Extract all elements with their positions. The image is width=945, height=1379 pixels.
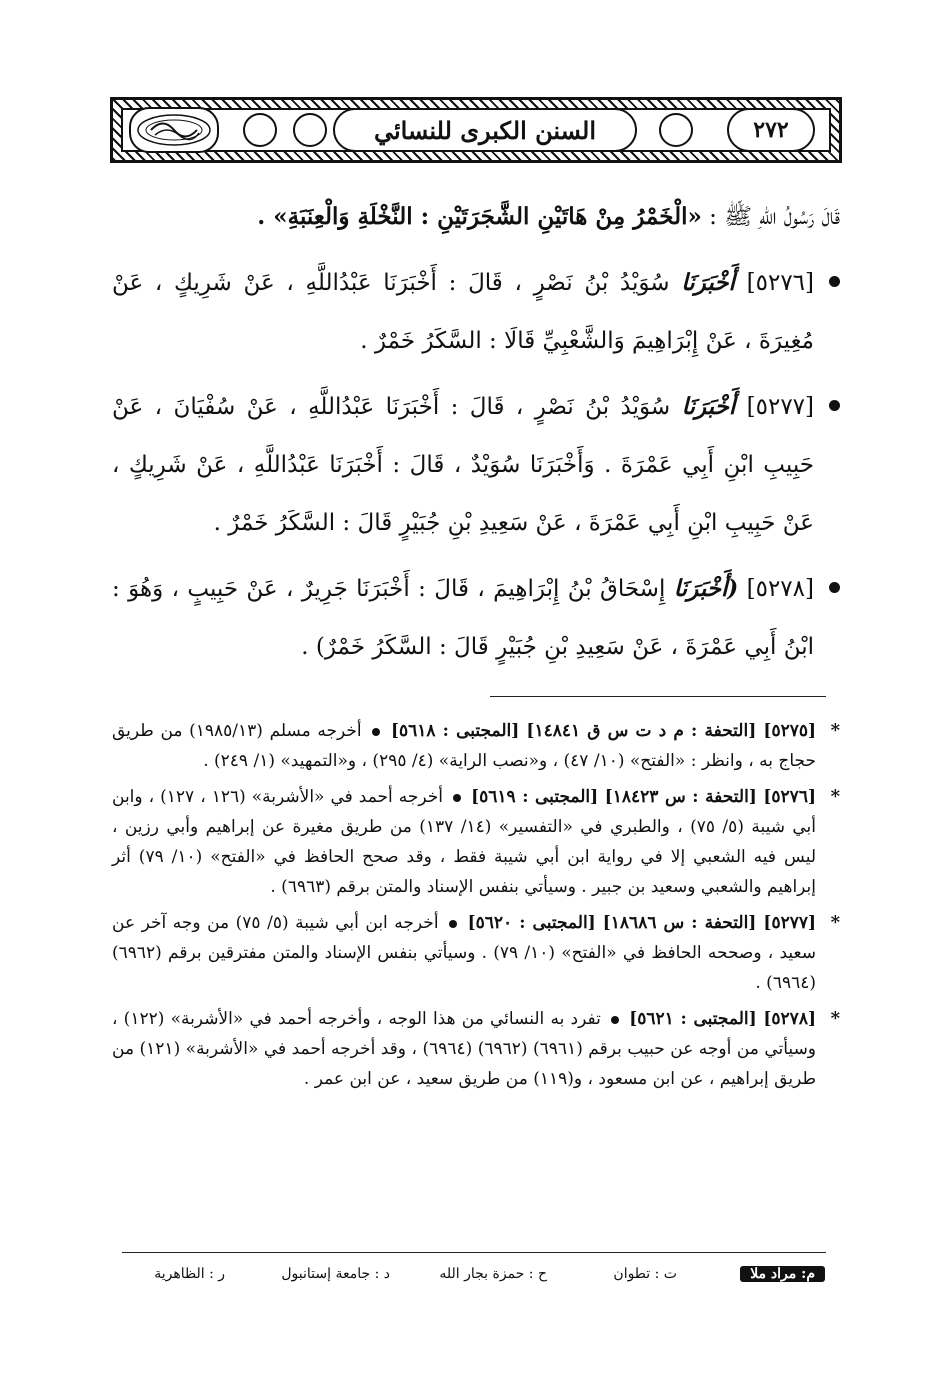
hadith-text: إِسْحَاقُ بْنُ إِبْرَاهِيمَ ، قَالَ : أَخْبَرَنَا جَرِيرٌ ، عَنْ حَبِيبٍ ، وَهُوَ : ابْنُ أَبِي عَمْرَةَ ، عَنْ سَعِيدِ بْنِ جُبَيْرٍ قَالَ : السَّكَرُ خَمْرٌ) . — [112, 576, 814, 660]
page-number: ٢٧٢ — [753, 117, 789, 143]
footnote-ref: [٥٢٧٥] [التحفة : م د ت س ق ١٤٨٤١] [المجتبى : ٥٦١٨] — [390, 721, 817, 741]
footnote-star-icon: * — [830, 786, 840, 807]
emblem-ornament-icon — [133, 111, 215, 149]
hadith-entry — [112, 560, 840, 676]
hadith-text: سُوَيْدُ بْنُ نَصْرٍ ، قَالَ : أَخْبَرَنَا عَبْدُاللَّهِ ، عَنْ سُفْيَانَ ، عَنْ حَبِيبِ ابْنِ أَبِي عَمْرَةَ . وَأَخْبَرَنَا سُوَيْدٌ ، قَالَ : أَخْبَرَنَا عَبْدُاللَّهِ ، عَنْ شَرِيكٍ ، عَنْ حَبِيبِ ابْنِ أَبِي عَمْرَةَ ، عَنْ سَعِيدِ بْنِ جُبَيْرٍ قَالَ : السَّكَرُ خَمْرٌ . — [112, 394, 814, 536]
footnote-text: أخرجه ابن أبي شيبة (٥/ ٧٥) من وجه آخر عن سعيد ، وصححه الحافظ في «الفتح» (١٠/ ٧٩) . وسيأتي بنفس الإسناد والمتن مفترقين برقم (٦٩٦٢) (٦٩٦٤) . — [112, 913, 816, 993]
bullet-icon — [372, 728, 380, 736]
footnote — [112, 782, 840, 902]
bullet-icon — [829, 400, 840, 411]
intro-prefix: قَالَ رَسُولُ اللهِ ﷺ : — [701, 204, 840, 230]
akhbarana-word: (أَخْبَرَنَا — [673, 575, 739, 602]
hadith-number: [٥٢٧٦] — [746, 270, 815, 296]
bullet-icon — [829, 582, 840, 593]
manuscript-key-badge — [740, 1262, 825, 1286]
akhbarana-word: أَخْبَرَنَا — [681, 269, 735, 296]
bullet-icon — [611, 1016, 619, 1024]
page-number-cartouche — [727, 108, 815, 152]
left-knot-ornament — [293, 113, 327, 147]
footnote-ref: [٥٢٧٨] [المجتبى : ٥٦٢١] — [629, 1009, 816, 1029]
footnote-star-icon: * — [830, 720, 840, 741]
footnote — [112, 716, 840, 776]
footnote — [112, 908, 840, 998]
hadith-text: سُوَيْدُ بْنُ نَصْرٍ ، قَالَ : أَخْبَرَنَا عَبْدُاللَّهِ ، عَنْ شَرِيكٍ ، عَنْ مُغِيرَةَ ، عَنْ إِبْرَاهِيمَ وَالشَّعْبِيِّ قَالَا : السَّكَرُ خَمْرٌ . — [112, 270, 814, 354]
page-header — [110, 97, 842, 163]
manuscript-key-h: ح : حمزة بجار الله — [439, 1266, 547, 1282]
bullet-icon — [453, 794, 461, 802]
bullet-icon — [449, 920, 457, 928]
hadith-number: [٥٢٧٨] — [746, 576, 814, 602]
footnote — [112, 1004, 840, 1094]
footnote-separator — [490, 696, 826, 697]
intro-line — [112, 188, 840, 246]
footnote-ref: [٥٢٧٦] [التحفة : س ١٨٤٢٣] [المجتبى : ٥٦١٩] — [471, 787, 816, 807]
manuscript-key-t: ت : تطوان — [613, 1266, 677, 1282]
header-inner-frame — [121, 108, 831, 152]
book-emblem — [129, 107, 219, 153]
hadith-number: [٥٢٧٧] — [746, 394, 815, 420]
left-knot-ornament — [243, 113, 277, 147]
main-text — [112, 188, 840, 676]
footnotes — [112, 716, 840, 1100]
book-title: السنن الكبرى للنسائي — [373, 115, 597, 145]
footnote-star-icon: * — [830, 1008, 840, 1029]
key-badge-label: م: مراد ملا — [740, 1266, 825, 1282]
footnote-star-icon: * — [830, 912, 840, 933]
footnote-text: أخرجه أحمد في «الأشربة» (١٢٦ ، ١٢٧) ، وابن أبي شيبة (٥/ ٧٥) ، والطبري في «التفسير» (١٤/ ١٣٧) من طريق مغيرة عن إبراهيم وأبي رزين ، ليس فيه الشعبي إلا في رواية ابن أبي شيبة فقط ، وقد صحح الحافظ في «الفتح» (١٠/ ٧٩) أثر إبراهيم والشعبي وسعيد بن جبير . وسيأتي بنفس الإسناد والمتن برقم (٦٩٦٣) . — [112, 787, 816, 897]
manuscript-key-d: د : جامعة إستانبول — [281, 1266, 390, 1282]
hadith-entry — [112, 378, 840, 552]
footnote-ref: [٥٢٧٧] [التحفة : س ١٨٦٨٦] [المجتبى : ٥٦٢٠] — [467, 913, 817, 933]
bullet-icon — [829, 276, 840, 287]
title-cartouche — [333, 108, 637, 152]
footnote-text: أخرجه مسلم (١٩٨٥/١٣) من طريق حجاج به ، وانظر : «الفتح» (١٠/ ٤٧) ، و«نصب الراية» (٤/ ٢٩٥) ، و«التمهيد» (١/ ٢٤٩) . — [112, 721, 816, 771]
manuscript-key-r: ر : الظاهرية — [154, 1266, 225, 1282]
hadith-entry — [112, 254, 840, 370]
intro-hadith: «الْخَمْرُ مِنْ هَاتَيْنِ الشَّجَرَتَيْنِ : النَّخْلَةِ وَالْعِنَبَةِ» . — [257, 203, 702, 230]
key-separator — [122, 1252, 826, 1253]
footnote-text: تفرد به النسائي من هذا الوجه ، وأخرجه أحمد في «الأشربة» (١٢٢) ، وسيأتي من أوجه عن حبيب برقم (٦٩٦١) (٦٩٦٢) (٦٩٦٤) ، وقد أخرجه أحمد في «الأشربة» (١٢١) من طريق إبراهيم ، عن ابن مسعود ، و(١١٩) من طريق سعيد ، عن ابن عمر . — [112, 1009, 817, 1089]
akhbarana-word: أَخْبَرَنَا — [681, 393, 736, 420]
right-knot-ornament — [659, 113, 693, 147]
